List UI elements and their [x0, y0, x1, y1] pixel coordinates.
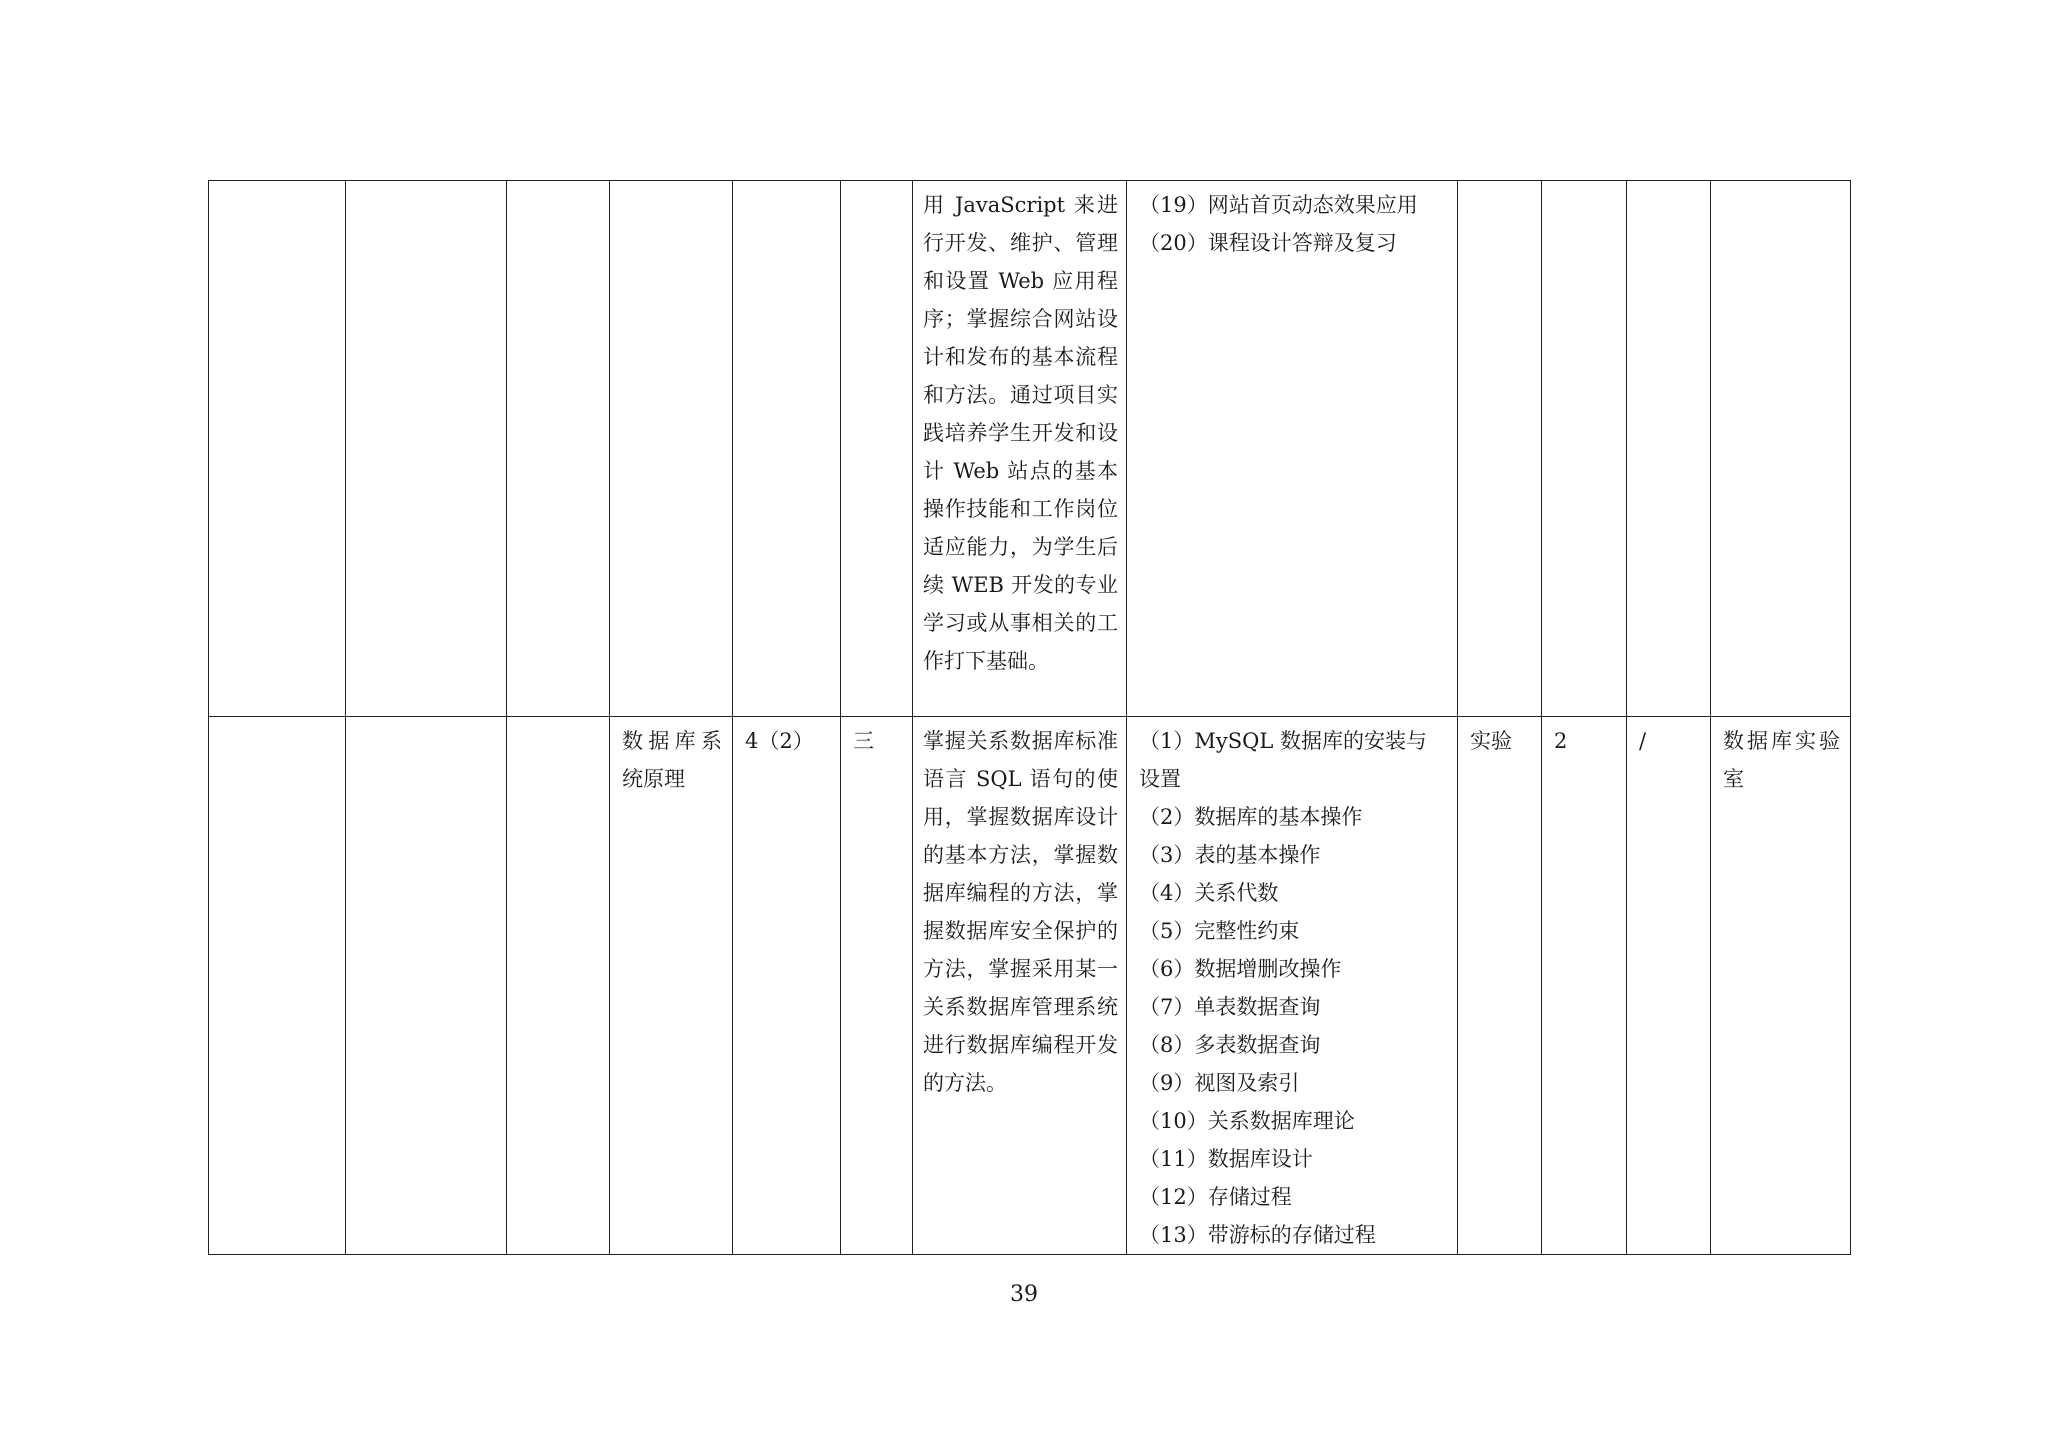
course-contents-cell [1127, 181, 1458, 717]
page-number: 39 [1010, 1282, 1038, 1307]
course-name-cell [610, 181, 733, 717]
experiment-hours-cell [1542, 181, 1627, 717]
empty-cell [346, 181, 507, 717]
empty-cell [209, 717, 346, 1255]
content-item: （2）数据库的基本操作 [1139, 805, 1363, 829]
content-item: （12）存储过程 [1139, 1185, 1292, 1209]
content-item: （8）多表数据查询 [1139, 1033, 1321, 1057]
empty-cell [507, 181, 610, 717]
experiment-type-cell [1458, 181, 1542, 717]
table-row [209, 181, 1851, 717]
practice-cell: / [1627, 717, 1711, 1255]
content-item: （6）数据增删改操作 [1139, 957, 1342, 981]
empty-cell [209, 181, 346, 717]
credits-cell: 4（2） [733, 717, 841, 1255]
content-item: （5）完整性约束 [1139, 919, 1300, 943]
course-table [208, 180, 1851, 1255]
content-item: （10）关系数据库理论 [1139, 1109, 1355, 1133]
content-item: （19）网站首页动态效果应用 [1139, 193, 1418, 217]
experiment-type-cell: 实验 [1458, 717, 1542, 1255]
semester-cell: 三 [841, 717, 913, 1255]
empty-cell [507, 717, 610, 1255]
content-item: （7）单表数据查询 [1139, 995, 1321, 1019]
semester-cell [841, 181, 913, 717]
content-item: （1）MySQL 数据库的安装与设置 [1139, 729, 1427, 791]
content-item: （9）视图及索引 [1139, 1071, 1300, 1095]
practice-cell [1627, 181, 1711, 717]
course-name-cell: 数据库系统原理 [610, 717, 733, 1255]
course-objective-cell: 掌握关系数据库标准语言 SQL 语句的使用，掌握数据库设计的基本方法，掌握数据库编程的方法，掌握数据库安全保护的方法，掌握采用某一关系数据库管理系统进行数据库编程开发的方法。 [913, 717, 1127, 1255]
venue-cell [1711, 181, 1851, 717]
table-row [209, 717, 1851, 1255]
empty-cell [346, 717, 507, 1255]
course-contents-cell [1127, 717, 1458, 1255]
content-item: （3）表的基本操作 [1139, 843, 1321, 867]
content-item: （4）关系代数 [1139, 881, 1279, 905]
course-objective-cell: 用 JavaScript 来进行开发、维护、管理和设置 Web 应用程序；掌握综合网站设计和发布的基本流程和方法。通过项目实践培养学生开发和设计 Web 站点的基本操作技能和工作岗位适应能力，为学生后续 WEB 开发的专业学习或从事相关的工作打下基础。 [913, 181, 1127, 717]
credits-cell [733, 181, 841, 717]
venue-cell: 数据库实验室 [1711, 717, 1851, 1255]
content-item: （20）课程设计答辩及复习 [1139, 231, 1397, 255]
content-item: （11）数据库设计 [1139, 1147, 1313, 1171]
experiment-hours-cell: 2 [1542, 717, 1627, 1255]
content-item: （13）带游标的存储过程 [1139, 1223, 1376, 1247]
